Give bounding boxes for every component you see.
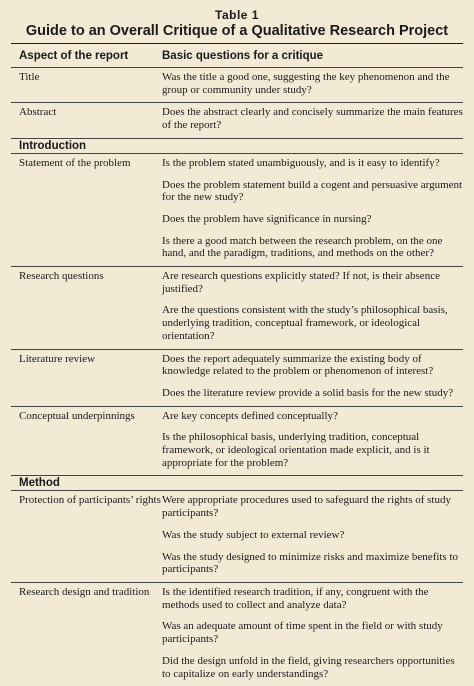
column-header-aspect: Aspect of the report	[19, 50, 129, 62]
table-label: Table 1	[215, 8, 259, 22]
questions-cell	[162, 410, 463, 470]
aspect-cell: Protection of participants’ rights	[19, 494, 161, 507]
question-text: Is the identified research tradition, if any, congruent with the methods used to collect and analyze data?	[162, 585, 429, 611]
section-heading-method: Method	[19, 477, 60, 490]
table-row-problem	[11, 154, 463, 266]
question-text: Did the design unfold in the field, giving researchers opportunities to capitalize on early understandings?	[162, 654, 455, 680]
questions-cell	[162, 353, 463, 400]
aspect-cell: Literature review	[19, 352, 96, 365]
question-text: Does the problem have significance in nursing?	[162, 212, 372, 225]
column-header-row	[11, 44, 463, 67]
question-text: Is there a good match between the research problem, on the one hand, and the paradigm, traditions, and methods on the other?	[162, 234, 443, 260]
table-row-conceptual	[11, 407, 463, 476]
aspect-cell: Statement of the problem	[19, 156, 131, 169]
column-header-questions: Basic questions for a critique	[162, 50, 324, 62]
question-text: Does the problem statement build a cogent and persuasive argument for the new study?	[162, 178, 463, 204]
section-heading-introduction: Introduction	[19, 139, 87, 152]
aspect-cell: Research questions	[19, 270, 104, 283]
question-text: Is the philosophical basis, underlying tradition, conceptual framework, or ideological orientation made explicit, and is it appropriate for the problem?	[162, 431, 430, 469]
question-text: Are research questions explicitly stated? If not, is their absence justified?	[162, 270, 440, 295]
questions-cell	[162, 494, 463, 576]
question-text: Are the questions consistent with the study’s philosophical basis, underlying tradition, conceptual framework, or ideological orientation?	[162, 304, 448, 342]
questions-cell	[162, 157, 463, 260]
question-text: Was the study designed to minimize risks and maximize benefits to participants?	[162, 550, 459, 576]
questions-cell	[162, 106, 463, 131]
questions-cell	[162, 270, 463, 343]
question-text: Is the problem stated unambiguously, and is it easy to identify?	[162, 156, 440, 169]
table-row-participants-rights	[11, 491, 463, 582]
question-text: Was the title a good one, suggesting the key phenomenon and the group or community under study?	[162, 71, 450, 96]
question-text: Are key concepts defined conceptually?	[162, 409, 338, 422]
question-text: Does the report adequately summarize the existing body of knowledge related to the problem or phenomenon of interest?	[162, 352, 434, 378]
table-title: Guide to an Overall Critique of a Qualitative Research Project	[25, 23, 449, 39]
table-row-research-questions	[11, 267, 463, 349]
question-text: Does the abstract clearly and concisely summarize the main features of the report?	[162, 106, 463, 132]
question-text: Does the literature review provide a solid basis for the new study?	[162, 386, 454, 399]
table-row-design-tradition	[11, 583, 463, 686]
questions-cell	[162, 586, 463, 680]
aspect-cell: Abstract	[19, 106, 57, 119]
aspect-cell: Research design and tradition	[19, 585, 150, 598]
table-row-literature	[11, 350, 463, 406]
questions-cell	[162, 71, 463, 96]
aspect-cell: Title	[19, 71, 40, 83]
table-row-abstract	[11, 103, 463, 137]
question-text: Was an adequate amount of time spent in the field or with study participants?	[162, 620, 443, 646]
question-text: Were appropriate procedures used to safeguard the rights of study participants?	[162, 494, 451, 520]
aspect-cell: Conceptual underpinnings	[19, 409, 135, 422]
table-row-title	[11, 68, 463, 102]
question-text: Was the study subject to external review?	[162, 528, 345, 541]
